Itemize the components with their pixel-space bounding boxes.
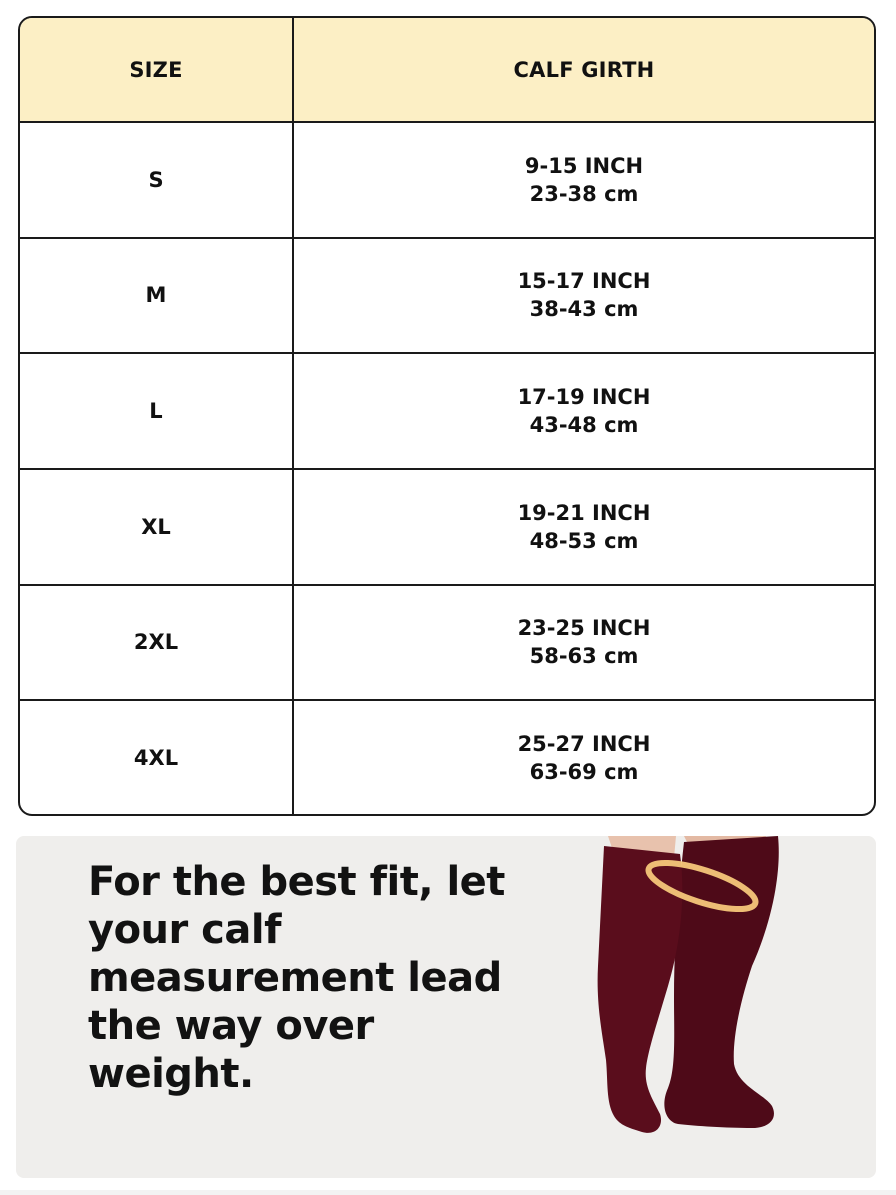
girth-cm: 38-43 cm	[529, 297, 639, 322]
size-chart	[18, 16, 876, 816]
size-value: M	[20, 238, 293, 354]
girth-value	[293, 238, 874, 354]
girth-value	[293, 353, 874, 469]
size-value: L	[20, 353, 293, 469]
table-row	[20, 469, 874, 585]
fit-tip-message: For the best fit, let your calf measurement lead the way over weight.	[88, 859, 505, 1097]
table-row	[20, 585, 874, 701]
table-row	[20, 238, 874, 354]
size-value: XL	[20, 469, 293, 585]
table-row	[20, 353, 874, 469]
size-value: 2XL	[20, 585, 293, 701]
girth-cm: 63-69 cm	[529, 759, 639, 784]
girth-value	[293, 700, 874, 814]
girth-cm: 43-48 cm	[529, 413, 639, 438]
girth-inch: 9-15 INCH	[524, 153, 644, 178]
fit-tip-panel	[16, 836, 876, 1178]
girth-inch: 17-19 INCH	[517, 385, 651, 410]
girth-inch: 25-27 INCH	[517, 731, 651, 756]
header-calf-girth: CALF GIRTH	[293, 18, 874, 122]
girth-inch: 23-25 INCH	[517, 616, 651, 641]
girth-value	[293, 122, 874, 238]
bottom-divider	[0, 1190, 896, 1195]
size-table	[20, 18, 874, 814]
girth-cm: 23-38 cm	[529, 181, 639, 206]
girth-cm: 48-53 cm	[529, 528, 639, 553]
table-row	[20, 122, 874, 238]
header-size: SIZE	[20, 18, 293, 122]
girth-value	[293, 469, 874, 585]
girth-inch: 15-17 INCH	[517, 269, 651, 294]
girth-cm: 58-63 cm	[529, 644, 639, 669]
sock-leg-illustration	[556, 836, 816, 1178]
table-header-row	[20, 18, 874, 122]
size-value: 4XL	[20, 700, 293, 814]
size-value: S	[20, 122, 293, 238]
girth-value	[293, 585, 874, 701]
table-row	[20, 700, 874, 814]
girth-inch: 19-21 INCH	[517, 500, 651, 525]
